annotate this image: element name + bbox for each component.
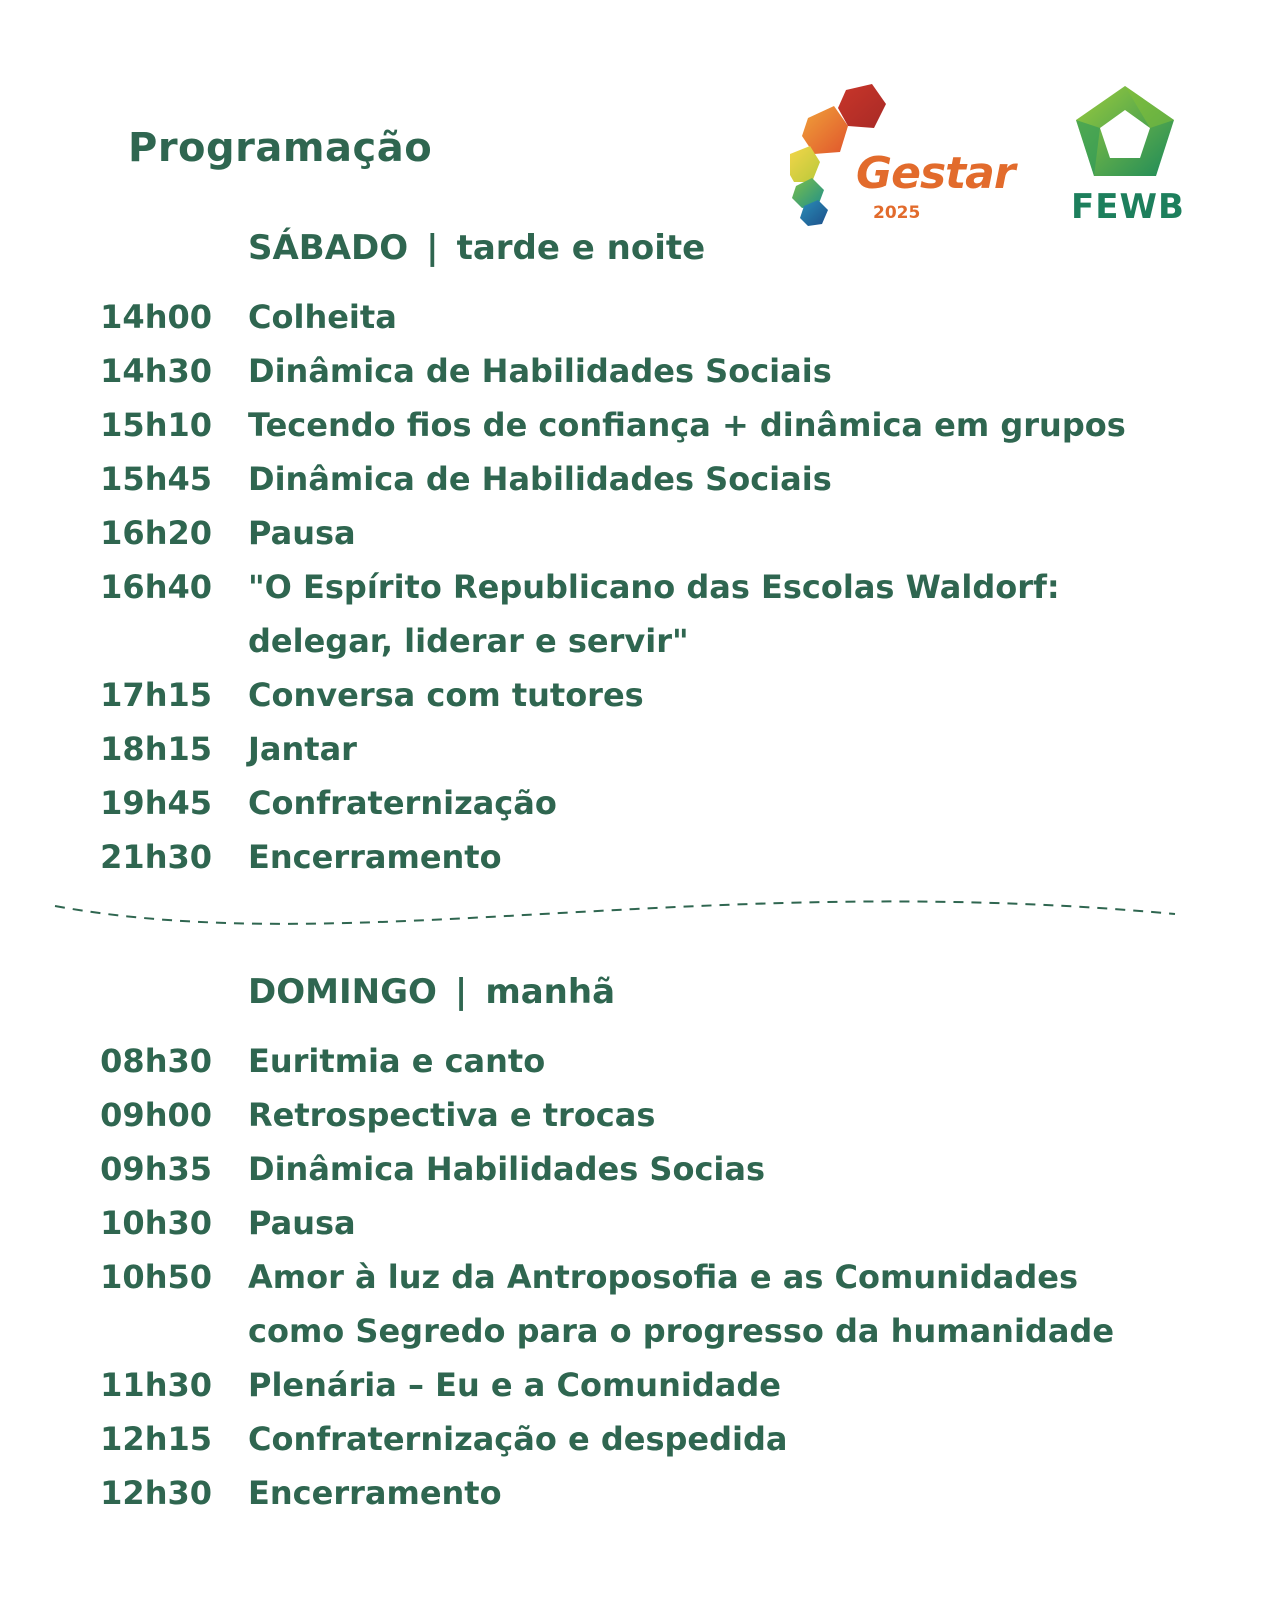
schedule-activity: Conversa com tutores [248, 676, 644, 714]
schedule-activity: Confraternização e despedida [248, 1420, 788, 1458]
schedule-row [0, 560, 1274, 668]
gestar-logo-text: Gestar [856, 148, 1015, 199]
fewb-logo-text: FEWB [1071, 187, 1185, 227]
schedule-time: 12h15 [100, 1420, 212, 1458]
schedule-row [0, 344, 1274, 398]
saturday-day: SÁBADO [248, 228, 409, 268]
schedule-time: 21h30 [100, 838, 212, 876]
schedule-row [0, 1466, 1274, 1520]
schedule-activity: Retrospectiva e trocas [248, 1096, 656, 1134]
schedule-time: 10h50 [100, 1258, 212, 1296]
schedule-time: 15h45 [100, 460, 212, 498]
schedule-row [0, 668, 1274, 722]
schedule-activity: Euritmia e canto [248, 1042, 546, 1080]
schedule-activity: Dinâmica de Habilidades Sociais [248, 352, 832, 390]
schedule-row [0, 506, 1274, 560]
schedule-time: 10h30 [100, 1204, 212, 1242]
schedule-row [0, 1142, 1274, 1196]
schedule-time: 09h35 [100, 1150, 212, 1188]
schedule-activity: Plenária – Eu e a Comunidade [248, 1366, 781, 1404]
schedule-time: 14h00 [100, 298, 212, 336]
schedule-activity: Tecendo fios de confiança + dinâmica em grupos [248, 406, 1126, 444]
schedule-row [0, 1250, 1274, 1358]
schedule-activity: Pausa [248, 514, 356, 552]
schedule-time: 18h15 [100, 730, 212, 768]
schedule-row [0, 1358, 1274, 1412]
schedule-activity: Colheita [248, 298, 397, 336]
schedule-row [0, 1196, 1274, 1250]
schedule-activity: "O Espírito Republicano das Escolas Waldorf: delegar, liderar e servir" [248, 568, 1060, 660]
schedule-row [0, 722, 1274, 776]
schedule-time: 09h00 [100, 1096, 212, 1134]
saturday-header [248, 228, 705, 268]
schedule-activity: Encerramento [248, 838, 502, 876]
schedule-activity: Dinâmica de Habilidades Sociais [248, 460, 832, 498]
schedule-row [0, 776, 1274, 830]
schedule-time: 16h20 [100, 514, 212, 552]
gestar-logo-year: 2025 [873, 203, 921, 223]
schedule-row [0, 1088, 1274, 1142]
saturday-schedule [0, 290, 1274, 884]
schedule-activity: Amor à luz da Antroposofia e as Comunidades como Segredo para o progresso da humanidade [248, 1258, 1115, 1350]
schedule-time: 12h30 [100, 1474, 212, 1512]
schedule-row [0, 290, 1274, 344]
sunday-period: manhã [485, 972, 616, 1012]
schedule-time: 11h30 [100, 1366, 212, 1404]
schedule-activity: Dinâmica Habilidades Socias [248, 1150, 766, 1188]
schedule-activity: Confraternização [248, 784, 557, 822]
sunday-schedule [0, 1034, 1274, 1520]
schedule-row [0, 452, 1274, 506]
schedule-row [0, 830, 1274, 884]
fewb-pentagon-icon [1070, 82, 1180, 182]
saturday-separator: | [426, 228, 439, 268]
schedule-row [0, 398, 1274, 452]
page-title: Programação [128, 125, 433, 171]
schedule-row [0, 1034, 1274, 1088]
schedule-activity: Pausa [248, 1204, 356, 1242]
schedule-time: 16h40 [100, 568, 212, 606]
schedule-time: 08h30 [100, 1042, 212, 1080]
schedule-activity: Jantar [248, 730, 357, 768]
schedule-time: 19h45 [100, 784, 212, 822]
sunday-separator: | [454, 972, 468, 1012]
sunday-day: DOMINGO [248, 972, 437, 1012]
schedule-time: 17h15 [100, 676, 212, 714]
wavy-divider [50, 890, 1180, 950]
sunday-header [248, 972, 615, 1012]
schedule-time: 14h30 [100, 352, 212, 390]
saturday-period: tarde e noite [456, 228, 706, 268]
schedule-activity: Encerramento [248, 1474, 502, 1512]
schedule-row [0, 1412, 1274, 1466]
schedule-time: 15h10 [100, 406, 212, 444]
